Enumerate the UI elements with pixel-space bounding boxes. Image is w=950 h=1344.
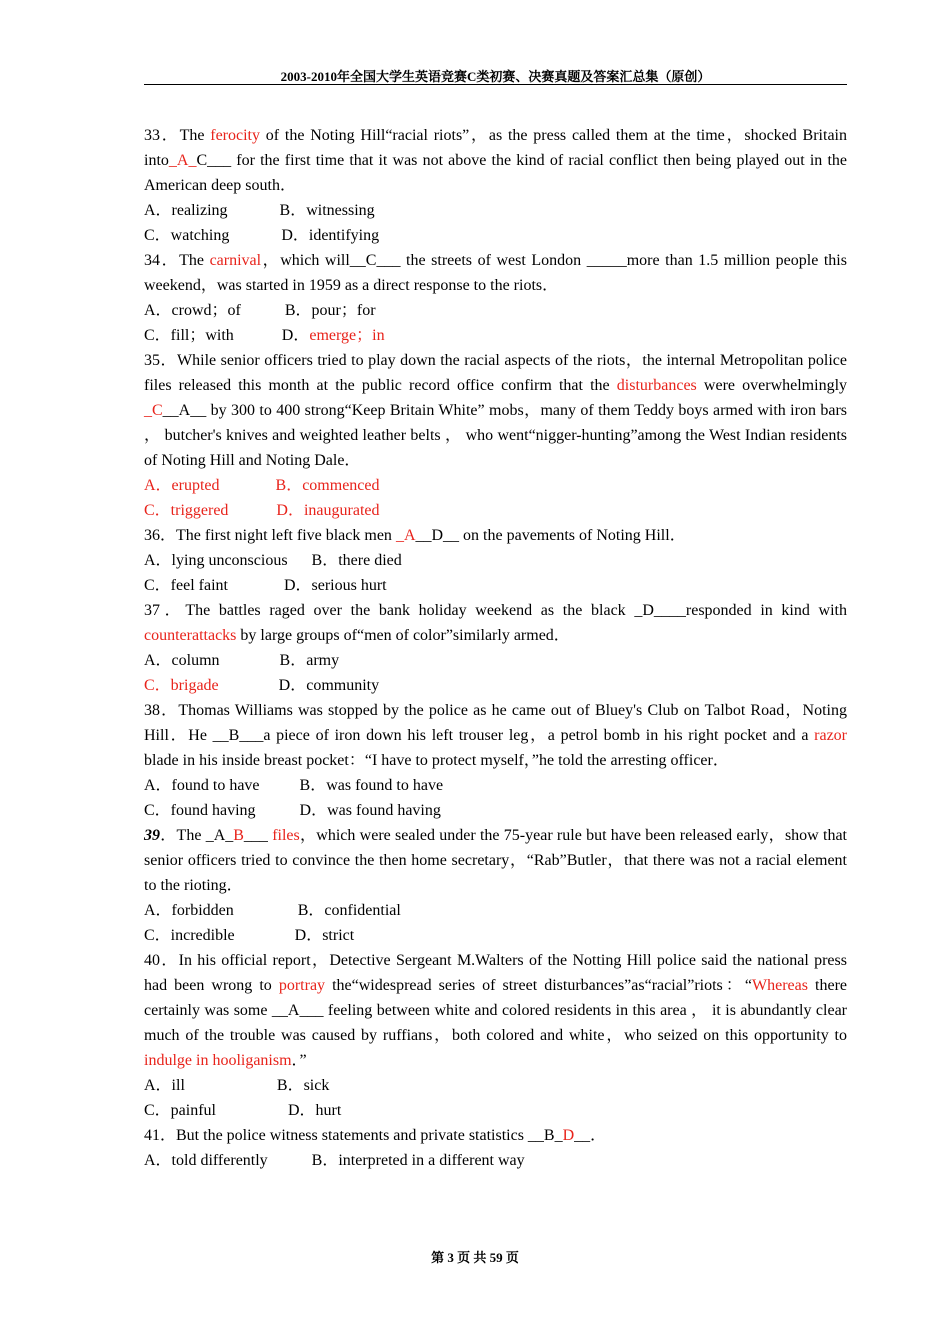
highlighted-text: carnival xyxy=(209,252,262,269)
stem-text: ，which will__C___ the streets of west London _____more than 1.5 million people this weekend，was started in 1959 as a direct response to the riots． xyxy=(144,252,847,294)
highlighted-text: disturbances xyxy=(616,377,697,394)
stem-text: __． xyxy=(574,1127,607,1144)
option-line xyxy=(144,548,847,573)
answer-option: A．lying unconscious B．there died xyxy=(144,552,402,569)
option-line xyxy=(144,223,847,248)
highlighted-text: ferocity xyxy=(210,127,260,144)
highlighted-text: _A xyxy=(395,527,416,544)
question-stem xyxy=(144,248,847,298)
highlighted-text: indulge in hooliganism xyxy=(144,1052,292,1069)
highlighted-text: counterattacks xyxy=(144,627,237,644)
stem-text: ．” xyxy=(291,1052,307,1069)
highlighted-text: _C xyxy=(144,402,163,419)
stem-text: 38．Thomas Williams was stopped by the police as he came out of Bluey's Club on Talbot Road，Noting Hill．He __B___a piece of iron down his left trouser leg，a petrol bomb in his right pocket and a xyxy=(144,702,848,744)
option-line xyxy=(144,1148,847,1173)
question-block xyxy=(144,348,847,523)
highlighted-text: D xyxy=(562,1127,575,1144)
highlighted-text: portray xyxy=(278,977,326,994)
stem-text: ___ xyxy=(243,827,273,844)
question-block xyxy=(144,523,847,598)
option-line xyxy=(144,648,847,673)
answer-option: C．feel faint D．serious hurt xyxy=(144,577,387,594)
stem-text: the“widespread series of street disturbances”as“racial”riots：“ xyxy=(325,977,752,994)
option-line xyxy=(144,298,847,323)
highlighted-text: Whereas xyxy=(752,977,808,994)
answer-option: A．ill B．sick xyxy=(144,1077,330,1094)
highlighted-text: razor xyxy=(814,727,847,744)
answer-option: C．found having D．was found having xyxy=(144,802,441,819)
option-line xyxy=(144,198,847,223)
answer-option: C．incredible D．strict xyxy=(144,927,355,944)
question-stem xyxy=(144,523,847,548)
option-line xyxy=(144,798,847,823)
answer-option: D．community xyxy=(218,677,380,694)
answer-option: A．column B．army xyxy=(144,652,340,669)
stem-text: were overwhelmingly xyxy=(696,377,848,394)
page-header: 2003-2010年全国大学生英语竞赛C类初赛、决赛真题及答案汇总集（原创） xyxy=(280,69,711,84)
question-list xyxy=(144,123,847,1173)
stem-text: 36．The first night left five black men xyxy=(144,527,396,544)
option-line xyxy=(144,673,847,698)
question-block xyxy=(144,598,847,698)
option-line xyxy=(144,898,847,923)
option-line xyxy=(144,773,847,798)
stem-text: 39 xyxy=(144,827,160,844)
answer-option: A．told differently B．interpreted in a different way xyxy=(144,1152,525,1169)
stem-text: 40．In his official report，Detective Sergeant M.Walters of the Notting Hill police said the national press had been wrong to xyxy=(144,952,847,994)
question-block xyxy=(144,248,847,348)
highlighted-text: B xyxy=(233,827,244,844)
answer-option-highlighted: emerge；in xyxy=(309,327,385,344)
stem-text: of the Noting Hill“racial riots”，as the press called them at the time，shocked Britain into xyxy=(144,127,847,169)
answer-option: A．found to have B．was found to have xyxy=(144,777,444,794)
question-block xyxy=(144,123,847,248)
answer-option-highlighted: C．triggered D．inaugurated xyxy=(144,502,380,519)
answer-option-highlighted: A．erupted B．commenced xyxy=(144,477,380,494)
question-stem xyxy=(144,948,847,1073)
stem-text: ，which were sealed under the 75-year rule but have been released early，show that senior officers tried to convince the then home secretary，“Rab”Butler，that there was not a racial element to the rioting． xyxy=(144,827,847,894)
stem-text: by large groups of“men of color”similarly armed． xyxy=(236,627,570,644)
question-stem xyxy=(144,1123,847,1148)
answer-option-highlighted: C．brigade xyxy=(144,677,219,694)
stem-text: there certainly was some __A___ feeling between white and colored residents in this area ， it is abundantly clear much of the trouble was caused by ruffians，both colored and white，who seized on this opportunity to xyxy=(144,977,847,1044)
question-stem xyxy=(144,698,847,773)
question-stem xyxy=(144,123,847,198)
stem-text: __D__ on the pavements of Noting Hill． xyxy=(415,527,686,544)
question-stem xyxy=(144,823,847,898)
stem-text: ．The _A_ xyxy=(160,827,234,844)
question-block xyxy=(144,1123,847,1173)
stem-text: __A__ by 300 to 400 strong“Keep Britain White” mobs，many of them Teddy boys armed with iron bars ， butcher's knives and weighted leather belts ， who went“nigger-hunting”among the West Indian residents of Noting Hill and Noting Dale． xyxy=(144,402,847,469)
stem-text: 34．The xyxy=(144,252,210,269)
option-line xyxy=(144,473,847,498)
stem-text: 41．But the police witness statements and private statistics __B_ xyxy=(144,1127,563,1144)
option-line xyxy=(144,573,847,598)
stem-text: 37．The battles raged over the bank holiday weekend as the black _D____responded in kind with xyxy=(144,602,847,619)
answer-option: A．crowd；of B．pour；for xyxy=(144,302,376,319)
option-line xyxy=(144,498,847,523)
option-line xyxy=(144,923,847,948)
stem-text: 33．The xyxy=(144,127,211,144)
option-line xyxy=(144,323,847,348)
highlighted-text: _A_ xyxy=(168,152,197,169)
question-stem xyxy=(144,598,847,648)
question-block xyxy=(144,823,847,948)
answer-option: A．forbidden B．confidential xyxy=(144,902,401,919)
stem-text: C___ for the first time that it was not above the kind of racial conflict then being played out in the American deep south． xyxy=(144,152,847,194)
answer-option: C．fill；with D． xyxy=(144,327,310,344)
stem-text: 35．While senior officers tried to play down the racial aspects of the riots，the internal Metropolitan police files released this month at the public record office confirm that the xyxy=(144,352,847,394)
question-stem xyxy=(144,348,847,473)
highlighted-text: files xyxy=(272,827,300,844)
page-footer: 第 3 页 共 59 页 xyxy=(431,1250,519,1265)
answer-option: A．realizing B．witnessing xyxy=(144,202,375,219)
option-line xyxy=(144,1073,847,1098)
stem-text: blade in his inside breast pocket：“I have to protect myself，”he told the arresting officer． xyxy=(144,752,729,769)
option-line xyxy=(144,1098,847,1123)
header-rule xyxy=(144,84,847,85)
answer-option: C．painful D．hurt xyxy=(144,1102,342,1119)
answer-option: C．watching D．identifying xyxy=(144,227,380,244)
question-block xyxy=(144,948,847,1123)
question-block xyxy=(144,698,847,823)
